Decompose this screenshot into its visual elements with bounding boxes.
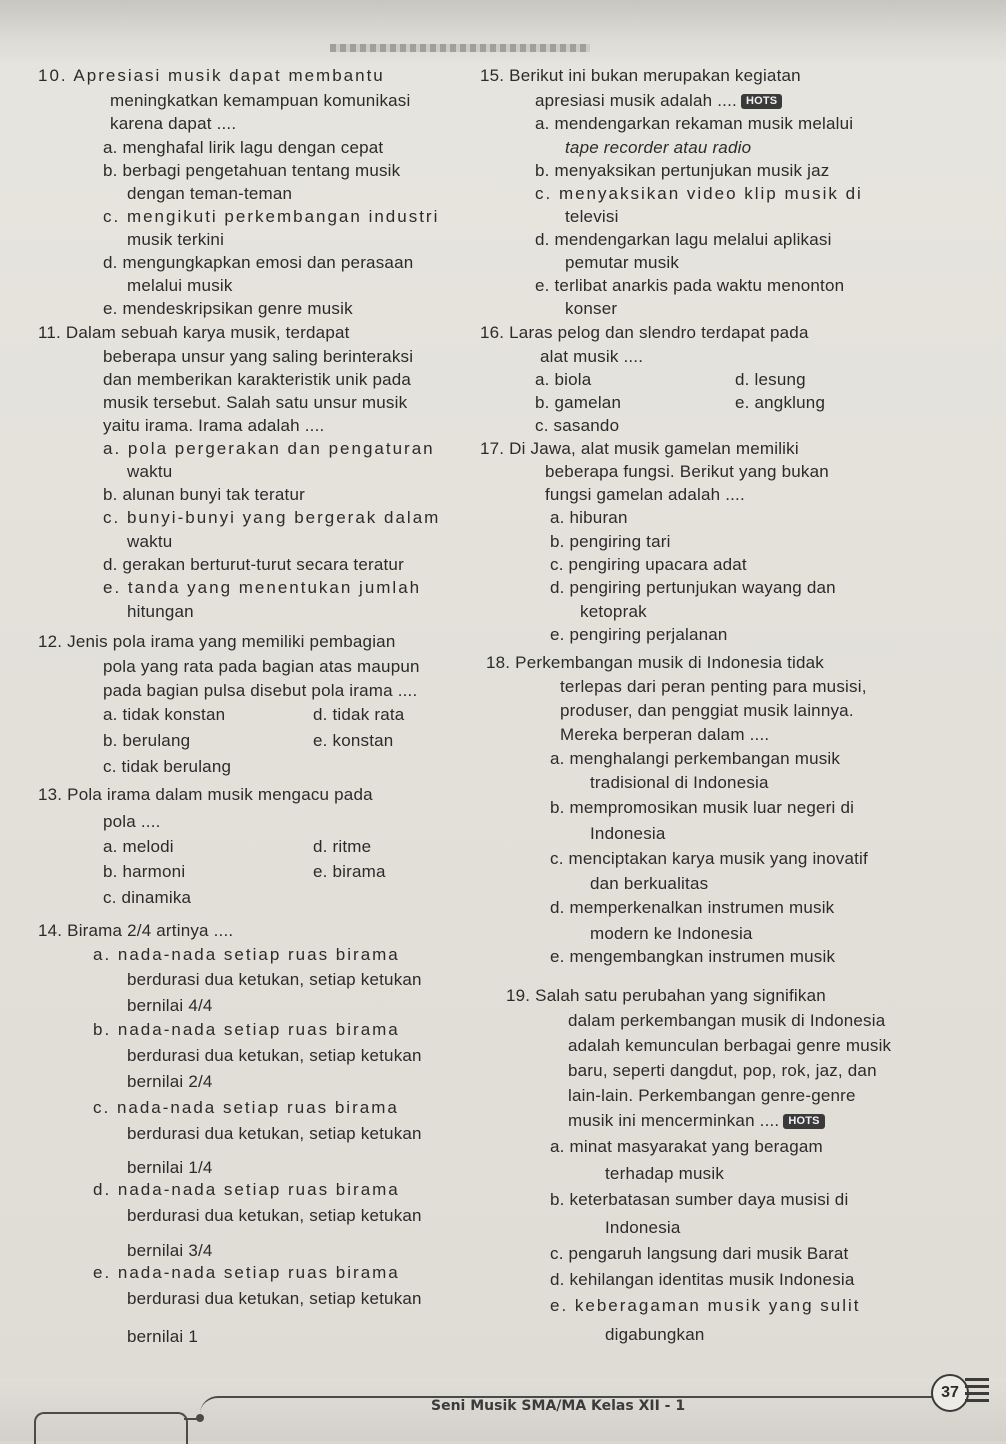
q17-option-a: a. hiburan — [550, 508, 628, 527]
q11-option-c-cont: waktu — [127, 532, 173, 551]
q11-option-e: e. tanda yang menentukan jumlah — [103, 578, 422, 597]
q14-option-d-cont: berdurasi dua ketukan, setiap ketukan — [127, 1206, 422, 1225]
q18-option-d: d. memperkenalkan instrumen musik — [550, 898, 835, 917]
q15-stem-cont: apresiasi musik adalah .... HOTS — [535, 90, 782, 112]
q18-stem-cont: terlepas dari peran penting para musisi, — [560, 677, 867, 696]
q19-option-a-cont: terhadap musik — [605, 1164, 725, 1183]
q19-stem-cont: dalam perkembangan musik di Indonesia — [568, 1011, 886, 1030]
q19-stem-cont: musik ini mencerminkan .... HOTS — [568, 1110, 825, 1132]
q11-stem-cont: beberapa unsur yang saling berinteraksi — [103, 347, 414, 366]
q10-stem: 10. Apresiasi musik dapat membantu — [38, 66, 385, 85]
q14-option-a-cont: berdurasi dua ketukan, setiap ketukan — [127, 970, 422, 989]
q15-option-e-cont: konser — [565, 299, 618, 318]
q15-stem: 15. Berikut ini bukan merupakan kegiatan — [480, 66, 801, 85]
q11-option-a: a. pola pergerakan dan pengaturan — [103, 439, 435, 458]
q17-option-d-cont: ketoprak — [580, 602, 647, 621]
q14-option-d-cont: bernilai 3/4 — [127, 1241, 213, 1260]
q15-option-e: e. terlibat anarkis pada waktu menonton — [535, 276, 845, 295]
q15-option-d: d. mendengarkan lagu melalui aplikasi — [535, 230, 832, 249]
q19-stem-cont: adalah kemunculan berbagai genre musik — [568, 1036, 892, 1055]
q19-option-d: d. kehilangan identitas musik Indonesia — [550, 1270, 855, 1289]
hots-badge: HOTS — [783, 1114, 824, 1129]
q19-stem: 19. Salah satu perubahan yang signifikan — [506, 986, 826, 1005]
q19-option-b-cont: Indonesia — [605, 1218, 681, 1237]
q19-option-e-cont: digabungkan — [605, 1325, 705, 1344]
q18-stem-cont: Mereka berperan dalam .... — [560, 725, 770, 744]
top-ornament — [330, 44, 590, 52]
q15-option-d-cont: pemutar musik — [565, 253, 680, 272]
q18-option-d-cont: modern ke Indonesia — [590, 924, 753, 943]
q15-option-c: c. menyaksikan video klip musik di — [535, 184, 863, 203]
q14-option-d: d. nada-nada setiap ruas birama — [93, 1180, 400, 1199]
q11-option-a-cont: waktu — [127, 462, 173, 481]
q18-option-c-cont: dan berkualitas — [590, 874, 709, 893]
q13-option-e: e. birama — [313, 862, 386, 881]
q14-option-b-cont: berdurasi dua ketukan, setiap ketukan — [127, 1046, 422, 1065]
q10-option-c: c. mengikuti perkembangan industri — [103, 207, 440, 226]
q11-stem: 11. Dalam sebuah karya musik, terdapat — [38, 323, 350, 342]
q13-option-c: c. dinamika — [103, 888, 192, 907]
q17-option-b: b. pengiring tari — [550, 532, 671, 551]
q10-option-d: d. mengungkapkan emosi dan perasaan — [103, 253, 414, 272]
q13-option-d: d. ritme — [313, 837, 372, 856]
q13-option-a: a. melodi — [103, 837, 174, 856]
q10-option-a: a. menghafal lirik lagu dengan cepat — [103, 138, 384, 157]
q14-option-c-cont: berdurasi dua ketukan, setiap ketukan — [127, 1124, 422, 1143]
q15-option-b: b. menyaksikan pertunjukan musik jaz — [535, 161, 830, 180]
q14-option-a-cont: bernilai 4/4 — [127, 996, 213, 1015]
q14-option-c: c. nada-nada setiap ruas birama — [93, 1098, 399, 1117]
q10-option-b: b. berbagi pengetahuan tentang musik — [103, 161, 401, 180]
q11-option-b: b. alunan bunyi tak teratur — [103, 485, 305, 504]
q17-stem: 17. Di Jawa, alat musik gamelan memiliki — [480, 439, 799, 458]
q12-stem-cont: pada bagian pulsa disebut pola irama .... — [103, 681, 418, 700]
q12-option-a: a. tidak konstan — [103, 705, 226, 724]
q11-stem-cont: musik tersebut. Salah satu unsur musik — [103, 393, 408, 412]
q17-stem-cont: fungsi gamelan adalah .... — [545, 485, 745, 504]
q16-option-d: d. lesung — [735, 370, 806, 389]
q16-option-e: e. angklung — [735, 393, 826, 412]
q17-stem-cont: beberapa fungsi. Berikut yang bukan — [545, 462, 829, 481]
q19-option-a: a. minat masyarakat yang beragam — [550, 1137, 823, 1156]
q15-option-a-cont: tape recorder atau radio — [565, 138, 752, 157]
q11-stem-cont: dan memberikan karakteristik unik pada — [103, 370, 412, 389]
q16-option-b: b. gamelan — [535, 393, 622, 412]
q12-stem: 12. Jenis pola irama yang memiliki pembagian — [38, 632, 396, 651]
q18-option-a: a. menghalangi perkembangan musik — [550, 749, 841, 768]
q18-stem-cont: produser, dan penggiat musik lainnya. — [560, 701, 854, 720]
q10-option-d-cont: melalui musik — [127, 276, 233, 295]
q19-option-e: e. keberagaman musik yang sulit — [550, 1296, 861, 1315]
q10-option-b-cont: dengan teman-teman — [127, 184, 293, 203]
q16-stem: 16. Laras pelog dan slendro terdapat pada — [480, 323, 809, 342]
q14-option-c-cont: bernilai 1/4 — [127, 1158, 213, 1177]
q11-option-d: d. gerakan berturut-turut secara teratur — [103, 555, 404, 574]
q18-option-c: c. menciptakan karya musik yang inovatif — [550, 849, 868, 868]
footer-ornament-box — [34, 1412, 188, 1444]
q14-option-e-cont: bernilai 1 — [127, 1327, 198, 1346]
q10-option-c-cont: musik terkini — [127, 230, 225, 249]
top-border — [0, 0, 1006, 62]
q19-stem-cont: baru, seperti dangdut, pop, rok, jaz, dan — [568, 1061, 877, 1080]
q10-option-e: e. mendeskripsikan genre musik — [103, 299, 353, 318]
q17-option-c: c. pengiring upacara adat — [550, 555, 747, 574]
q12-option-b: b. berulang — [103, 731, 191, 750]
page-number-stripes — [965, 1378, 989, 1406]
q14-option-a: a. nada-nada setiap ruas birama — [93, 945, 400, 964]
q18-option-b: b. mempromosikan musik luar negeri di — [550, 798, 855, 817]
q14-option-e-cont: berdurasi dua ketukan, setiap ketukan — [127, 1289, 422, 1308]
q13-option-b: b. harmoni — [103, 862, 186, 881]
q16-option-c: c. sasando — [535, 416, 620, 435]
q12-option-e: e. konstan — [313, 731, 394, 750]
q11-stem-cont: yaitu irama. Irama adalah .... — [103, 416, 325, 435]
q19-option-b: b. keterbatasan sumber daya musisi di — [550, 1190, 849, 1209]
q19-stem-cont: lain-lain. Perkembangan genre-genre — [568, 1086, 856, 1105]
q17-option-d: d. pengiring pertunjukan wayang dan — [550, 578, 836, 597]
q16-stem-cont: alat musik .... — [540, 347, 644, 366]
q11-option-c: c. bunyi-bunyi yang bergerak dalam — [103, 508, 441, 527]
q14-option-b: b. nada-nada setiap ruas birama — [93, 1020, 400, 1039]
q10-stem-cont: karena dapat .... — [110, 114, 237, 133]
hots-badge: HOTS — [741, 94, 782, 109]
q10-stem-cont: meningkatkan kemampuan komunikasi — [110, 91, 411, 110]
q18-option-a-cont: tradisional di Indonesia — [590, 773, 769, 792]
q13-stem-cont: pola .... — [103, 812, 161, 831]
q14-stem: 14. Birama 2/4 artinya .... — [38, 921, 234, 940]
q15-option-a: a. mendengarkan rekaman musik melalui — [535, 114, 854, 133]
q12-stem-cont: pola yang rata pada bagian atas maupun — [103, 657, 420, 676]
q15-option-c-cont: televisi — [565, 207, 619, 226]
q18-stem: 18. Perkembangan musik di Indonesia tidak — [486, 653, 825, 672]
q18-option-e: e. mengembangkan instrumen musik — [550, 947, 836, 966]
q11-option-e-cont: hitungan — [127, 602, 194, 621]
q16-option-a: a. biola — [535, 370, 592, 389]
q12-option-d: d. tidak rata — [313, 705, 405, 724]
q19-option-c: c. pengaruh langsung dari musik Barat — [550, 1244, 849, 1263]
q13-stem: 13. Pola irama dalam musik mengacu pada — [38, 785, 373, 804]
q14-option-e: e. nada-nada setiap ruas birama — [93, 1263, 400, 1282]
q14-option-b-cont: bernilai 2/4 — [127, 1072, 213, 1091]
q18-option-b-cont: Indonesia — [590, 824, 666, 843]
page-number: 37 — [931, 1374, 969, 1412]
book-title-footer: Seni Musik SMA/MA Kelas XII - 1 — [431, 1398, 686, 1414]
q17-option-e: e. pengiring perjalanan — [550, 625, 728, 644]
q12-option-c: c. tidak berulang — [103, 757, 232, 776]
